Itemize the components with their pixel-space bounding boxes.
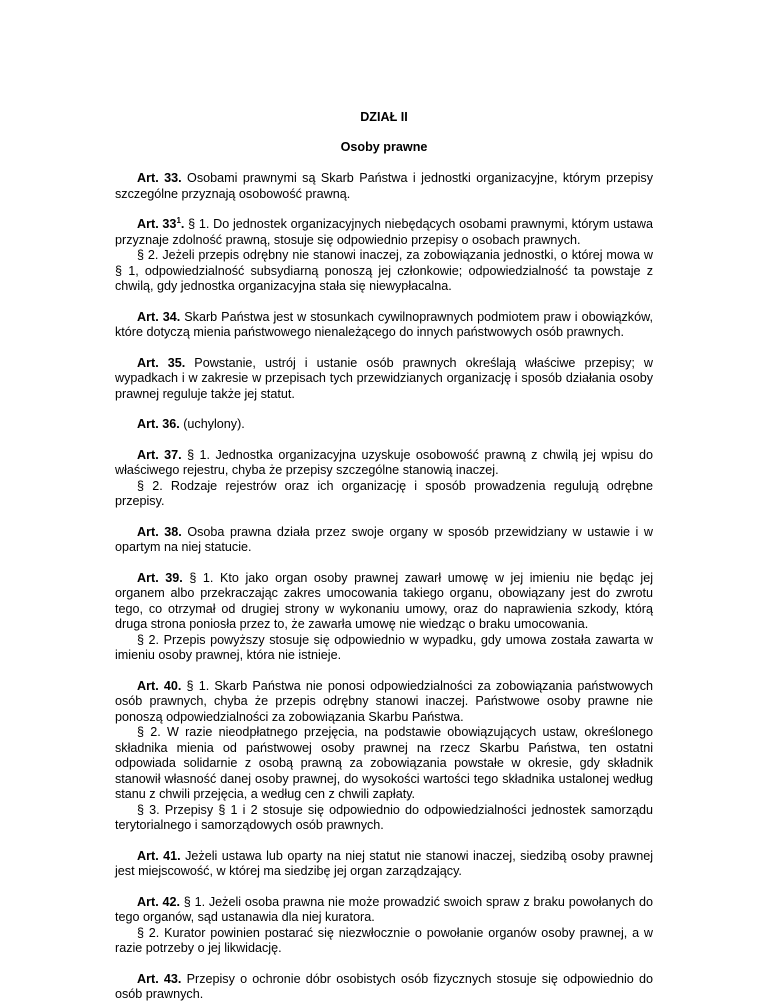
article-paragraph: § 2. W razie nieodpłatnego przejęcia, na podstawie obowiązujących ustaw, określonego składnika mienia od państwowej osoby prawnej na rzecz Skarbu Państwa, ten ostatni odpowiada solidarnie z osobą prawną za zobowiązania powstałe w okresie, gdy składnik stanowił własność danej osoby prawnej, do wysokości wartości tego składnika ustalonej według stanu z chwili przejęcia, a według cen z chwili zapłaty. — [115, 725, 653, 801]
article-paragraph: Art. 40. § 1. Skarb Państwa nie ponosi odpowiedzialności za zobowiązania państwowych osób prawnych, chyba że przepis odrębny stanowi inaczej. Państwowe osoby prawne nie ponoszą odpowiedzialności za zobowiązania Skarbu Państwa. — [115, 678, 654, 724]
article-label: Art. 43. — [137, 971, 182, 986]
article-label: Art. 39. — [137, 570, 183, 585]
article-label: Art. 33. — [137, 171, 182, 185]
division-heading: DZIAŁ II — [360, 110, 408, 124]
article-39 — [115, 571, 653, 664]
article-paragraph: Art. 37. § 1. Jednostka organizacyjna uzyskuje osobowość prawną z chwilą jej wpisu do właściwego rejestru, chyba że przepisy szczególne stanowią inaczej. — [115, 447, 653, 477]
article-label: Art. 38. — [137, 524, 182, 539]
article-label: Art. 40. — [137, 678, 182, 693]
article-label: Art. 42. — [137, 894, 180, 909]
article-37 — [115, 448, 653, 510]
article-35 — [115, 356, 653, 403]
article-paragraph: § 2. Rodzaje rejestrów oraz ich organizację i sposób prowadzenia regulują odrębne przepisy. — [115, 478, 653, 508]
article-paragraph: Art. 34. Skarb Państwa jest w stosunkach cywilnoprawnych podmiotem praw i obowiązków, które dotyczą mienia państwowego nienależącego do innych państwowych osób prawnych. — [115, 309, 653, 339]
article-33 — [115, 171, 653, 202]
article-36 — [115, 417, 653, 433]
article-paragraph: Art. $33^1$. § 1. Do jednostek organizacyjnych niebędących osobami prawnymi, którym ustawa przyznaje zdolność prawną, stosuje się odpowiednio przepisy o osobach prawnych. — [115, 215, 653, 247]
article-paragraph: Art. 35. Powstanie, ustrój i ustanie osób prawnych określają właściwe przepisy; w wypadkach i w zakresie w przepisach tych przewidzianych organizację i sposób działania osoby prawnej reguluje także jej statut. — [115, 355, 653, 401]
article-paragraph: Art. 33. Osobami prawnymi są Skarb Państwa i jednostki organizacyjne, którym przepisy szczególne przyznają osobowość prawną. — [115, 171, 653, 201]
article-label: Art. 41. — [137, 848, 181, 863]
article-43 — [115, 972, 653, 1003]
article-paragraph: § 2. Jeżeli przepis odrębny nie stanowi inaczej, za zobowiązania jednostki, o której mowa w § 1, odpowiedzialność subsydiarną ponoszą jej członkowie; odpowiedzialność ta powstaje z chwilą, gdy jednostka organizacyjna stała się niewypłacalna. — [115, 248, 653, 293]
article-38 — [115, 525, 653, 556]
article-42 — [115, 895, 653, 957]
article-40 — [115, 679, 653, 834]
article-label: Art. 35. — [137, 355, 186, 370]
article-33-1 — [115, 217, 653, 295]
article-paragraph: Art. 39. § 1. Kto jako organ osoby prawnej zawarł umowę w jej imieniu nie będąc jej organem albo przekraczając zakres umocowania takiego organu, obowiązany jest do zwrotu tego, co otrzymał od drugiej strony w wykonaniu umowy, oraz do naprawienia szkody, którą druga strona poniosła przez to, że zawarła umowę nie wiedząc o braku umocowania. — [115, 570, 654, 631]
article-label: Art. 34. — [137, 309, 181, 324]
article-paragraph: § 3. Przepisy § 1 i 2 stosuje się odpowiednio do odpowiedzialności jednostek samorządu terytorialnego i samorządowych osób prawnych. — [115, 802, 653, 832]
article-paragraph: Art. 41. Jeżeli ustawa lub oparty na niej statut nie stanowi inaczej, siedzibą osoby prawnej jest miejscowość, w której ma siedzibę jej organ zarządzający. — [115, 848, 654, 878]
article-label: Art. 36. — [137, 417, 180, 431]
article-34 — [115, 310, 653, 341]
article-paragraph: Art. 36. (uchylony). — [137, 417, 245, 431]
article-paragraph: § 2. Kurator powinien postarać się niezwłocznie o powołanie organów osoby prawnej, a w razie potrzeby o jej likwidację. — [115, 925, 653, 955]
article-paragraph: Art. 38. Osoba prawna działa przez swoje organy w sposób przewidziany w ustawie i w opartym na niej statucie. — [115, 524, 654, 554]
article-label: Art. 37. — [137, 447, 182, 462]
article-label: Art. $33^1$. — [137, 215, 185, 231]
article-paragraph: Art. 43. Przepisy o ochronie dóbr osobistych osób fizycznych stosuje się odpowiednio do osób prawnych. — [115, 971, 654, 1001]
article-paragraph: § 2. Przepis powyższy stosuje się odpowiednio w wypadku, gdy umowa została zawarta w imieniu osoby prawnej, która nie istnieje. — [115, 632, 653, 662]
article-41 — [115, 849, 653, 880]
article-paragraph: Art. 42. § 1. Jeżeli osoba prawna nie może prowadzić swoich spraw z braku powołanych do tego organów, sąd ustanawia dla niej kuratora. — [115, 894, 654, 924]
section-title: Osoby prawne — [340, 139, 428, 154]
